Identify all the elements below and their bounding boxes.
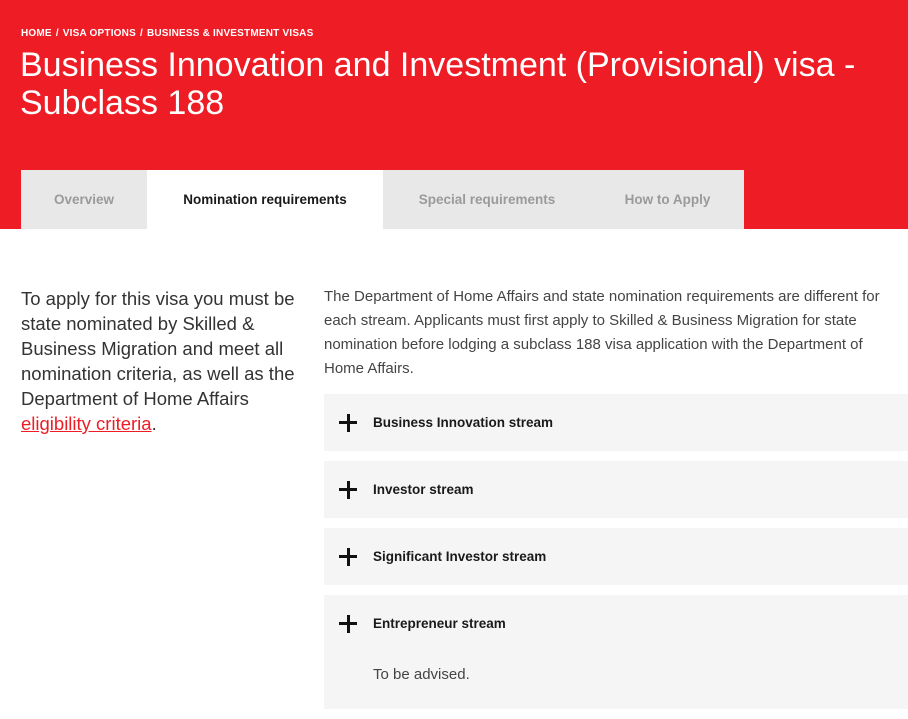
plus-icon [339,548,357,566]
accordion-toggle-investor[interactable] [324,461,908,518]
tab-how-to-apply[interactable]: How to Apply [591,170,744,229]
plus-icon [339,615,357,633]
tab-special-requirements[interactable]: Special requirements [383,170,591,229]
summary-text-end: . [151,413,157,434]
accordion-toggle-significant-investor[interactable] [324,528,908,585]
accordion-title: Business Innovation stream [373,415,554,430]
page-header [0,0,908,229]
breadcrumb-current: BUSINESS & INVESTMENT VISAS [146,28,314,39]
breadcrumb [21,28,313,39]
accordion-body-entrepreneur: To be advised. [373,666,470,683]
accordion-title: Significant Investor stream [373,549,547,564]
accordion-toggle-entrepreneur[interactable] [324,595,908,652]
plus-icon [339,481,357,499]
breadcrumb-visa-options-link[interactable]: VISA OPTIONS [62,28,136,39]
accordion-toggle-business-innovation[interactable] [324,394,908,451]
summary-text: To apply for this visa you must be state nominated by Skilled & Business Migration and meet all nomination criteria, as well as the Department of Home Affairs [21,288,295,409]
stream-accordion [324,394,908,709]
accordion-item-entrepreneur [324,595,908,709]
sidebar-summary [21,286,307,436]
accordion-item-investor [324,461,908,518]
breadcrumb-separator: / [139,28,143,39]
main-content [324,285,908,719]
accordion-title: Entrepreneur stream [373,616,506,631]
accordion-title: Investor stream [373,482,474,497]
accordion-item-significant-investor [324,528,908,585]
breadcrumb-home-link[interactable]: HOME [21,28,52,39]
tab-overview[interactable]: Overview [21,170,147,229]
intro-paragraph: The Department of Home Affairs and state nomination requirements are different for each stream. Applicants must first apply to Skilled & Business Migration for state nomination before lodging a subclass 188 visa application with the Department of Home Affairs. [324,288,880,377]
tab-bar [21,170,744,229]
plus-icon [339,414,357,432]
accordion-item-business-innovation [324,394,908,451]
eligibility-criteria-link[interactable]: eligibility criteria [21,413,152,434]
tab-nomination-requirements[interactable]: Nomination requirements [147,170,383,229]
page-title: Business Innovation and Investment (Provisional) visa - Subclass 188 [20,46,856,122]
breadcrumb-separator: / [55,28,59,39]
